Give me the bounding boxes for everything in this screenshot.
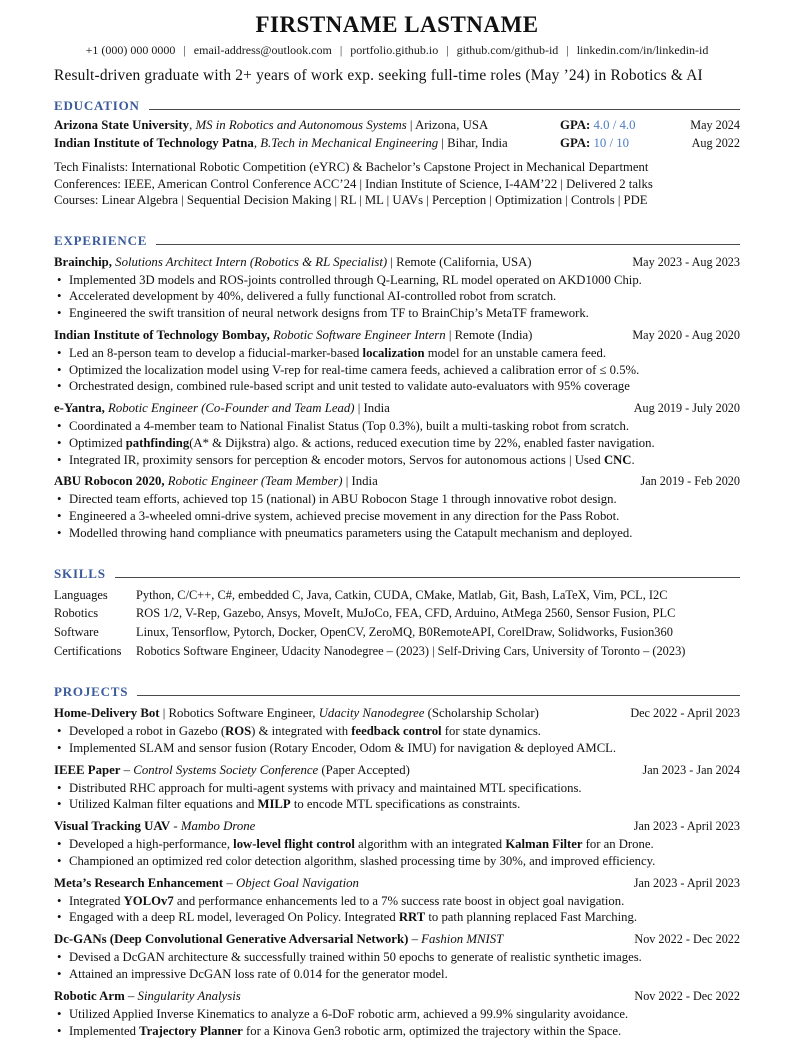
entry-title: Meta’s Research Enhancement – Object Goal Navigation — [54, 875, 359, 890]
bullet-item: • Engineered the swift transition of neural network designs from TF to BrainChip’s MetaTF framework. — [54, 305, 740, 322]
bullet-item: • Developed a high-performance, low-level flight control algorithm with an integrated Kalman Filter for an Drone. — [54, 836, 740, 853]
bullet-item: • Implemented SLAM and sensor fusion (Rotary Encoder, Odom & IMU) for navigation & deployed AMCL. — [54, 740, 740, 757]
section-title: EXPERIENCE — [54, 232, 148, 248]
skills-value: Python, C/C++, C#, embedded C, Java, Catkin, CUDA, CMake, Matlab, Git, Bash, LaTeX, Vim, PCL, I2C — [136, 587, 668, 602]
entry-header — [54, 932, 740, 947]
experience-entry — [54, 328, 740, 395]
skills-label: Software — [54, 624, 99, 639]
gpa-value: 4.0 / 4.0 — [593, 118, 636, 132]
education-entry — [54, 136, 740, 151]
bullet-item: • Led an 8-person team to develop a fiducial-marker-based localization model for an unstable camera feed. — [54, 345, 740, 362]
contact-separator: | — [183, 43, 186, 57]
skills-row — [54, 623, 740, 642]
entry-date: May 2024 — [690, 118, 740, 132]
entry-date: Jan 2023 - April 2023 — [633, 875, 740, 890]
skills-table — [54, 586, 740, 660]
bullet-item: • Developed a robot in Gazebo (ROS) & integrated with feedback control for state dynamics. — [54, 723, 740, 740]
entry-header — [54, 474, 740, 489]
education-detail-line: Conferences: IEEE, American Control Conference ACC’24 | Indian Institute of Science, I-4AM’22 | Delivered 2 talks — [54, 176, 653, 191]
bullet-item: • Directed team efforts, achieved top 15 (national) in ABU Robocon Stage 1 through innovative robot design. — [54, 491, 740, 508]
github-text: github.com/github-id — [456, 43, 559, 57]
bullet-list — [54, 893, 740, 927]
entry-title: Visual Tracking UAV - Mambo Drone — [54, 819, 256, 834]
entry-title: Indian Institute of Technology Patna, B.Tech in Mechanical Engineering | Bihar, India — [54, 136, 508, 150]
contact-separator: | — [566, 43, 569, 57]
project-entry — [54, 989, 740, 1039]
entry-date: Dec 2022 - April 2023 — [630, 706, 740, 721]
entry-title: Brainchip, Solutions Architect Intern (Robotics & RL Specialist) | Remote (California, USA) — [54, 254, 532, 269]
section-title: PROJECTS — [54, 684, 129, 700]
skills-row — [54, 586, 740, 605]
entry-date: Jan 2023 - Jan 2024 — [642, 762, 740, 777]
bullet-list — [54, 949, 740, 983]
phone-text: +1 (000) 000 0000 — [85, 43, 176, 57]
entry-date: May 2020 - Aug 2020 — [632, 327, 740, 342]
entry-date: Aug 2022 — [691, 136, 740, 150]
bullet-item: • Optimized the localization model using V-rep for real-time camera feeds, achieved a calibration error of ≤ 0.5%. — [54, 362, 740, 379]
skills-row — [54, 604, 740, 623]
entry-date: Jan 2023 - April 2023 — [633, 819, 740, 834]
bullet-item: • Integrated YOLOv7 and performance enhancements led to a 7% success rate boost in object goal navigation. — [54, 893, 740, 910]
gpa-label: GPA: — [560, 136, 591, 150]
entry-date: Aug 2019 - July 2020 — [633, 401, 740, 416]
linkedin-text: linkedin.com/in/linkedin-id — [576, 43, 709, 57]
gpa — [560, 118, 668, 133]
section-title: SKILLS — [54, 565, 106, 581]
summary-text: Result-driven graduate with 2+ years of work exp. seeking full-time roles (May ’24) in Robotics & AI — [54, 67, 703, 84]
entry-header — [54, 706, 740, 721]
bullet-item: • Implemented 3D models and ROS-joints controlled through Q-Learning, RL model operated on AKD1000 Chip. — [54, 272, 740, 289]
bullet-list — [54, 836, 740, 870]
entry-title: Robotic Arm – Singularity Analysis — [54, 988, 241, 1003]
skills-value: ROS 1/2, V-Rep, Gazebo, Ansys, MoveIt, MuJoCo, FEA, CFD, Arduino, AtMega 2560, Sensor Fusion, PLC — [136, 606, 676, 621]
section-rule — [137, 695, 740, 696]
entry-title: Indian Institute of Technology Bombay, Robotic Software Engineer Intern | Remote (India) — [54, 327, 533, 342]
gpa-label: GPA: — [560, 118, 591, 132]
entry-header — [54, 255, 740, 270]
project-entry — [54, 876, 740, 927]
entry-title: Home-Delivery Bot | Robotics Software Engineer, Udacity Nanodegree (Scholarship Scholar) — [54, 706, 539, 721]
bullet-item: • Engaged with a deep RL model, leveraged On Policy. Integrated RRT to path planning replaced Fast Marching. — [54, 909, 740, 926]
bullet-list — [54, 418, 740, 468]
section-rule — [156, 244, 740, 245]
contact-separator: | — [339, 43, 343, 57]
bullet-list — [54, 780, 740, 814]
section-header — [54, 684, 740, 700]
entry-title: Arizona State University, MS in Robotics and Autonomous Systems | Arizona, USA — [54, 118, 489, 132]
skills-value: Robotics Software Engineer, Udacity Nanodegree – (2023) | Self-Driving Cars, University of Toronto – (2023) — [136, 643, 686, 658]
section-education — [54, 98, 740, 209]
entry-date: May 2023 - Aug 2023 — [632, 254, 740, 269]
entry-title: IEEE Paper – Control Systems Society Conference (Paper Accepted) — [54, 762, 410, 777]
experience-entry — [54, 401, 740, 468]
bullet-item: • Integrated IR, proximity sensors for perception & encoder motors, Servos for autonomous actions | Used CNC. — [54, 452, 740, 469]
education-detail-line: Tech Finalists: International Robotic Competition (eYRC) & Bachelor’s Capstone Project in Mechanical Department — [54, 160, 649, 174]
portfolio-text: portfolio.github.io — [350, 43, 439, 57]
section-header — [54, 566, 740, 582]
email-text: email-address@outlook.com — [193, 43, 332, 57]
section-projects — [54, 684, 740, 1039]
entry-header — [54, 819, 740, 834]
person-name: FIRSTNAME LASTNAME — [255, 12, 539, 37]
bullet-item: • Optimized pathfinding(A* & Dijkstra) algo. & actions, reduced execution time by 22%, enabled faster navigation. — [54, 435, 740, 452]
entry-title: ABU Robocon 2020, Robotic Engineer (Team Member) | India — [54, 474, 378, 489]
project-entry — [54, 819, 740, 870]
experience-entry — [54, 255, 740, 322]
bullet-item: • Modelled throwing hand compliance with pneumatics parameters using the Catapult mechanism and deployed. — [54, 525, 740, 542]
bullet-item: • Attained an impressive DcGAN loss rate of 0.014 for the generator model. — [54, 966, 740, 983]
entry-header — [54, 876, 740, 891]
section-rule — [149, 109, 740, 110]
education-details — [54, 159, 740, 209]
entry-date: Nov 2022 - Dec 2022 — [634, 932, 740, 947]
bullet-item: • Engineered a 3-wheeled omni-drive system, achieved precise movement in any direction for the Pass Robot. — [54, 508, 740, 525]
skills-label: Languages — [54, 587, 108, 602]
bullet-item: • Accelerated development by 40%, delivered a fully functional AI-controlled robot from scratch. — [54, 288, 740, 305]
entry-title: e-Yantra, Robotic Engineer (Co-Founder and Team Lead) | India — [54, 401, 390, 416]
entry-header — [54, 328, 740, 343]
project-entry — [54, 932, 740, 983]
entry-date: Nov 2022 - Dec 2022 — [634, 988, 740, 1003]
bullet-item: • Championed an optimized red color detection algorithm, slashed processing time by 30%, and improved efficiency. — [54, 853, 740, 870]
bullet-list — [54, 723, 740, 757]
project-entry — [54, 763, 740, 814]
bullet-item: • Coordinated a 4-member team to National Finalist Status (Top 0.3%), built a multi-tasking robot from scratch. — [54, 418, 740, 435]
gpa — [560, 136, 668, 151]
education-entry — [54, 118, 740, 133]
section-skills — [54, 566, 740, 660]
skills-label: Robotics — [54, 606, 99, 621]
bullet-item: • Utilized Kalman filter equations and MILP to encode MTL specifications as constraints. — [54, 796, 740, 813]
section-experience — [54, 233, 740, 542]
bullet-item: • Distributed RHC approach for multi-agent systems with privacy and maintained MTL specifications. — [54, 780, 740, 797]
bullet-item: • Implemented Trajectory Planner for a Kinova Gen3 robotic arm, optimized the trajectory within the Space. — [54, 1023, 740, 1039]
entry-title: Dc-GANs (Deep Convolutional Generative Adversarial Network) – Fashion MNIST — [54, 932, 504, 947]
contact-line — [54, 43, 740, 58]
section-rule — [115, 577, 740, 578]
project-entry — [54, 706, 740, 757]
section-title: EDUCATION — [54, 98, 140, 113]
bullet-item: • Devised a DcGAN architecture & successfully trained within 50 epochs to generate of realistic synthetic images. — [54, 949, 740, 966]
section-header — [54, 98, 740, 114]
entry-header — [54, 763, 740, 778]
education-detail-line: Courses: Linear Algebra | Sequential Decision Making | RL | ML | UAVs | Perception | Optimization | Controls | PDE — [54, 193, 648, 207]
bullet-list — [54, 272, 740, 322]
contact-separator: | — [446, 43, 449, 57]
skills-label: Certifications — [54, 643, 122, 658]
section-header — [54, 233, 740, 249]
skills-value: Linux, Tensorflow, Pytorch, Docker, OpenCV, ZeroMQ, B0RemoteAPI, CorelDraw, Solidworks, Fusion360 — [136, 624, 673, 639]
bullet-list — [54, 345, 740, 395]
bullet-item: • Orchestrated design, combined rule-based script and unit tested to validate auto-evaluators with 95% coverage — [54, 378, 740, 395]
bullet-list — [54, 491, 740, 541]
bullet-list — [54, 1006, 740, 1039]
gpa-value: 10 / 10 — [593, 136, 630, 150]
entry-header — [54, 401, 740, 416]
bullet-item: • Utilized Applied Inverse Kinematics to analyze a 6-DoF robotic arm, achieved a 99.9% singularity avoidance. — [54, 1006, 740, 1023]
entry-header — [54, 989, 740, 1004]
skills-row — [54, 642, 740, 661]
experience-entry — [54, 474, 740, 541]
entry-date: Jan 2019 - Feb 2020 — [640, 474, 740, 489]
